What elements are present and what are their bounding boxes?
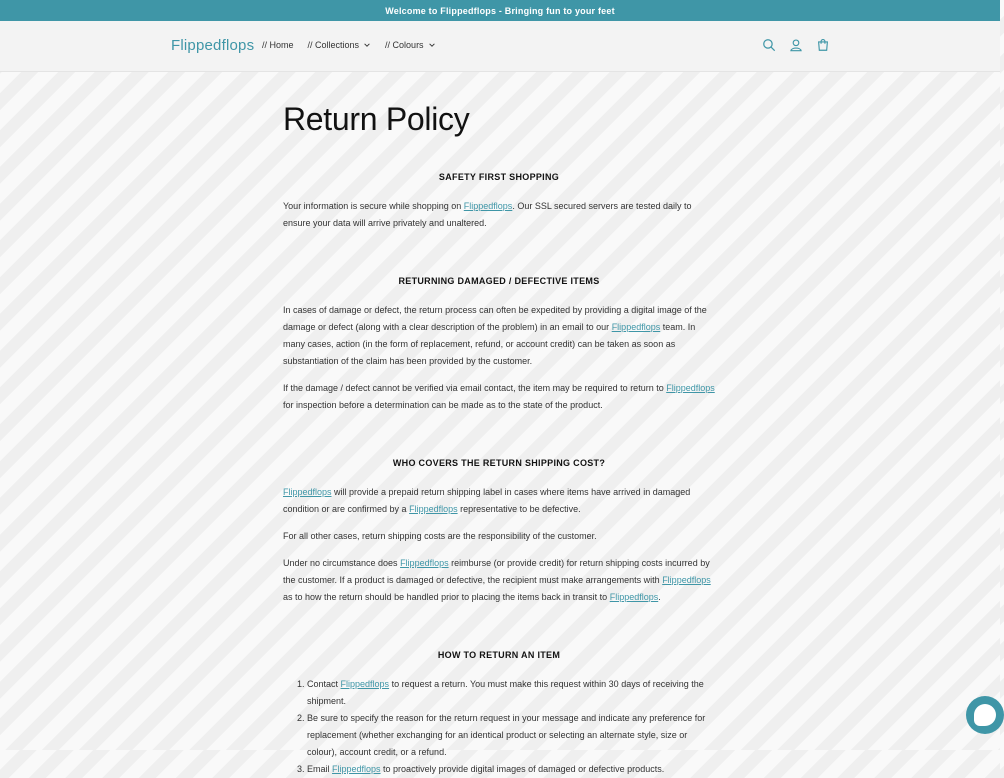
policy-paragraph <box>283 484 715 518</box>
flippedflops-link[interactable]: Flippedflops <box>409 504 458 514</box>
nav-collections[interactable] <box>308 40 372 50</box>
account-icon[interactable] <box>789 38 803 52</box>
flippedflops-link[interactable]: Flippedflops <box>332 764 381 774</box>
section-heading: RETURNING DAMAGED / DEFECTIVE ITEMS <box>398 276 600 286</box>
text-segment: representative to be defective. <box>457 504 581 514</box>
flippedflops-link[interactable]: Flippedflops <box>611 322 661 332</box>
site-header <box>0 21 1000 72</box>
policy-paragraph <box>283 302 715 370</box>
search-icon[interactable] <box>762 38 776 52</box>
text-segment: For all other cases, return shipping costs are the responsibility of the customer. <box>283 531 597 541</box>
section-spacer <box>283 616 715 650</box>
nav-collections-label: // Collections <box>307 40 360 50</box>
main-nav <box>262 40 436 50</box>
cart-icon[interactable] <box>816 38 830 52</box>
text-segment: will provide a prepaid return shipping label in cases where items have arrived in damaged condition or are confirmed by a <box>283 487 691 514</box>
policy-paragraph <box>283 555 715 606</box>
section-heading: SAFETY FIRST SHOPPING <box>438 172 560 182</box>
policy-paragraph <box>283 528 715 545</box>
nav-home-label: // Home <box>262 40 294 50</box>
section-heading: HOW TO RETURN AN ITEM <box>437 650 561 660</box>
flippedflops-link[interactable]: Flippedflops <box>340 679 390 689</box>
announcement-bar <box>0 0 1000 21</box>
text-segment: Under no circumstance does <box>283 558 401 568</box>
list-item <box>307 761 715 778</box>
text-segment: Be sure to specify the reason for the return request in your message and indicate any preference for replacement (whether exchanging for an identical product or selecting an alternate style, size or colour), account credit, or a refund. <box>307 713 706 757</box>
announcement-text: Welcome to Flippedflops - Bringing fun to your feet <box>385 5 615 16</box>
chevron-down-icon <box>363 41 371 49</box>
section-spacer <box>283 424 715 458</box>
text-segment: Your information is secure while shopping on <box>283 201 464 211</box>
list-item <box>307 676 715 710</box>
flippedflops-link[interactable]: Flippedflops <box>609 592 659 602</box>
text-segment: to proactively provide digital images of damaged or defective products. <box>380 764 665 774</box>
return-steps-list <box>283 676 715 778</box>
header-icons <box>762 38 830 52</box>
text-segment: team. In many cases, action (in the form of replacement, refund, or account credit) can be taken as soon as substantiation of the claim has been provided by the customer. <box>283 322 696 366</box>
text-segment: Email <box>307 764 333 774</box>
site-logo[interactable]: Flippedflops <box>171 37 255 54</box>
nav-colours-label: // Colours <box>385 40 424 50</box>
text-segment: . <box>658 592 661 602</box>
text-segment: for inspection before a determination can be made as to the state of the product. <box>283 400 603 410</box>
flippedflops-link[interactable]: Flippedflops <box>283 487 332 497</box>
section-heading: WHO COVERS THE RETURN SHIPPING COST? <box>392 458 606 468</box>
flippedflops-link[interactable]: Flippedflops <box>400 558 449 568</box>
chat-bubble-icon <box>974 704 996 726</box>
text-segment: . Our SSL secured servers are tested daily to ensure your data will arrive privately and unaltered. <box>283 201 692 228</box>
policy-paragraph <box>283 380 715 414</box>
list-item <box>307 710 715 761</box>
flippedflops-link[interactable]: Flippedflops <box>666 383 715 393</box>
text-segment: to request a return. You must make this request within 30 days of receiving the shipment. <box>307 679 704 706</box>
nav-home[interactable] <box>262 40 294 50</box>
text-segment: reimburse (or provide credit) for return shipping costs incurred by the customer. If a product is damaged or defective, the recipient must make arrangements with <box>283 558 710 585</box>
page-content <box>283 101 715 778</box>
policy-paragraph <box>283 198 715 232</box>
page-title: Return Policy <box>283 101 470 137</box>
nav-colours[interactable] <box>385 40 436 50</box>
flippedflops-link[interactable]: Flippedflops <box>662 575 711 585</box>
section-spacer <box>283 242 715 276</box>
text-segment: Contact <box>307 679 341 689</box>
chat-widget-button[interactable] <box>966 696 1004 734</box>
policy-sections <box>283 172 715 778</box>
text-segment: In cases of damage or defect, the return process can often be expedited by providing a digital image of the damage or defect (along with a clear description of the problem) in an email to our <box>283 305 707 332</box>
text-segment: If the damage / defect cannot be verified via email contact, the item may be required to return to <box>283 383 667 393</box>
flippedflops-link[interactable]: Flippedflops <box>463 201 513 211</box>
text-segment: as to how the return should be handled prior to placing the items back in transit to <box>283 592 610 602</box>
chevron-down-icon <box>428 41 436 49</box>
